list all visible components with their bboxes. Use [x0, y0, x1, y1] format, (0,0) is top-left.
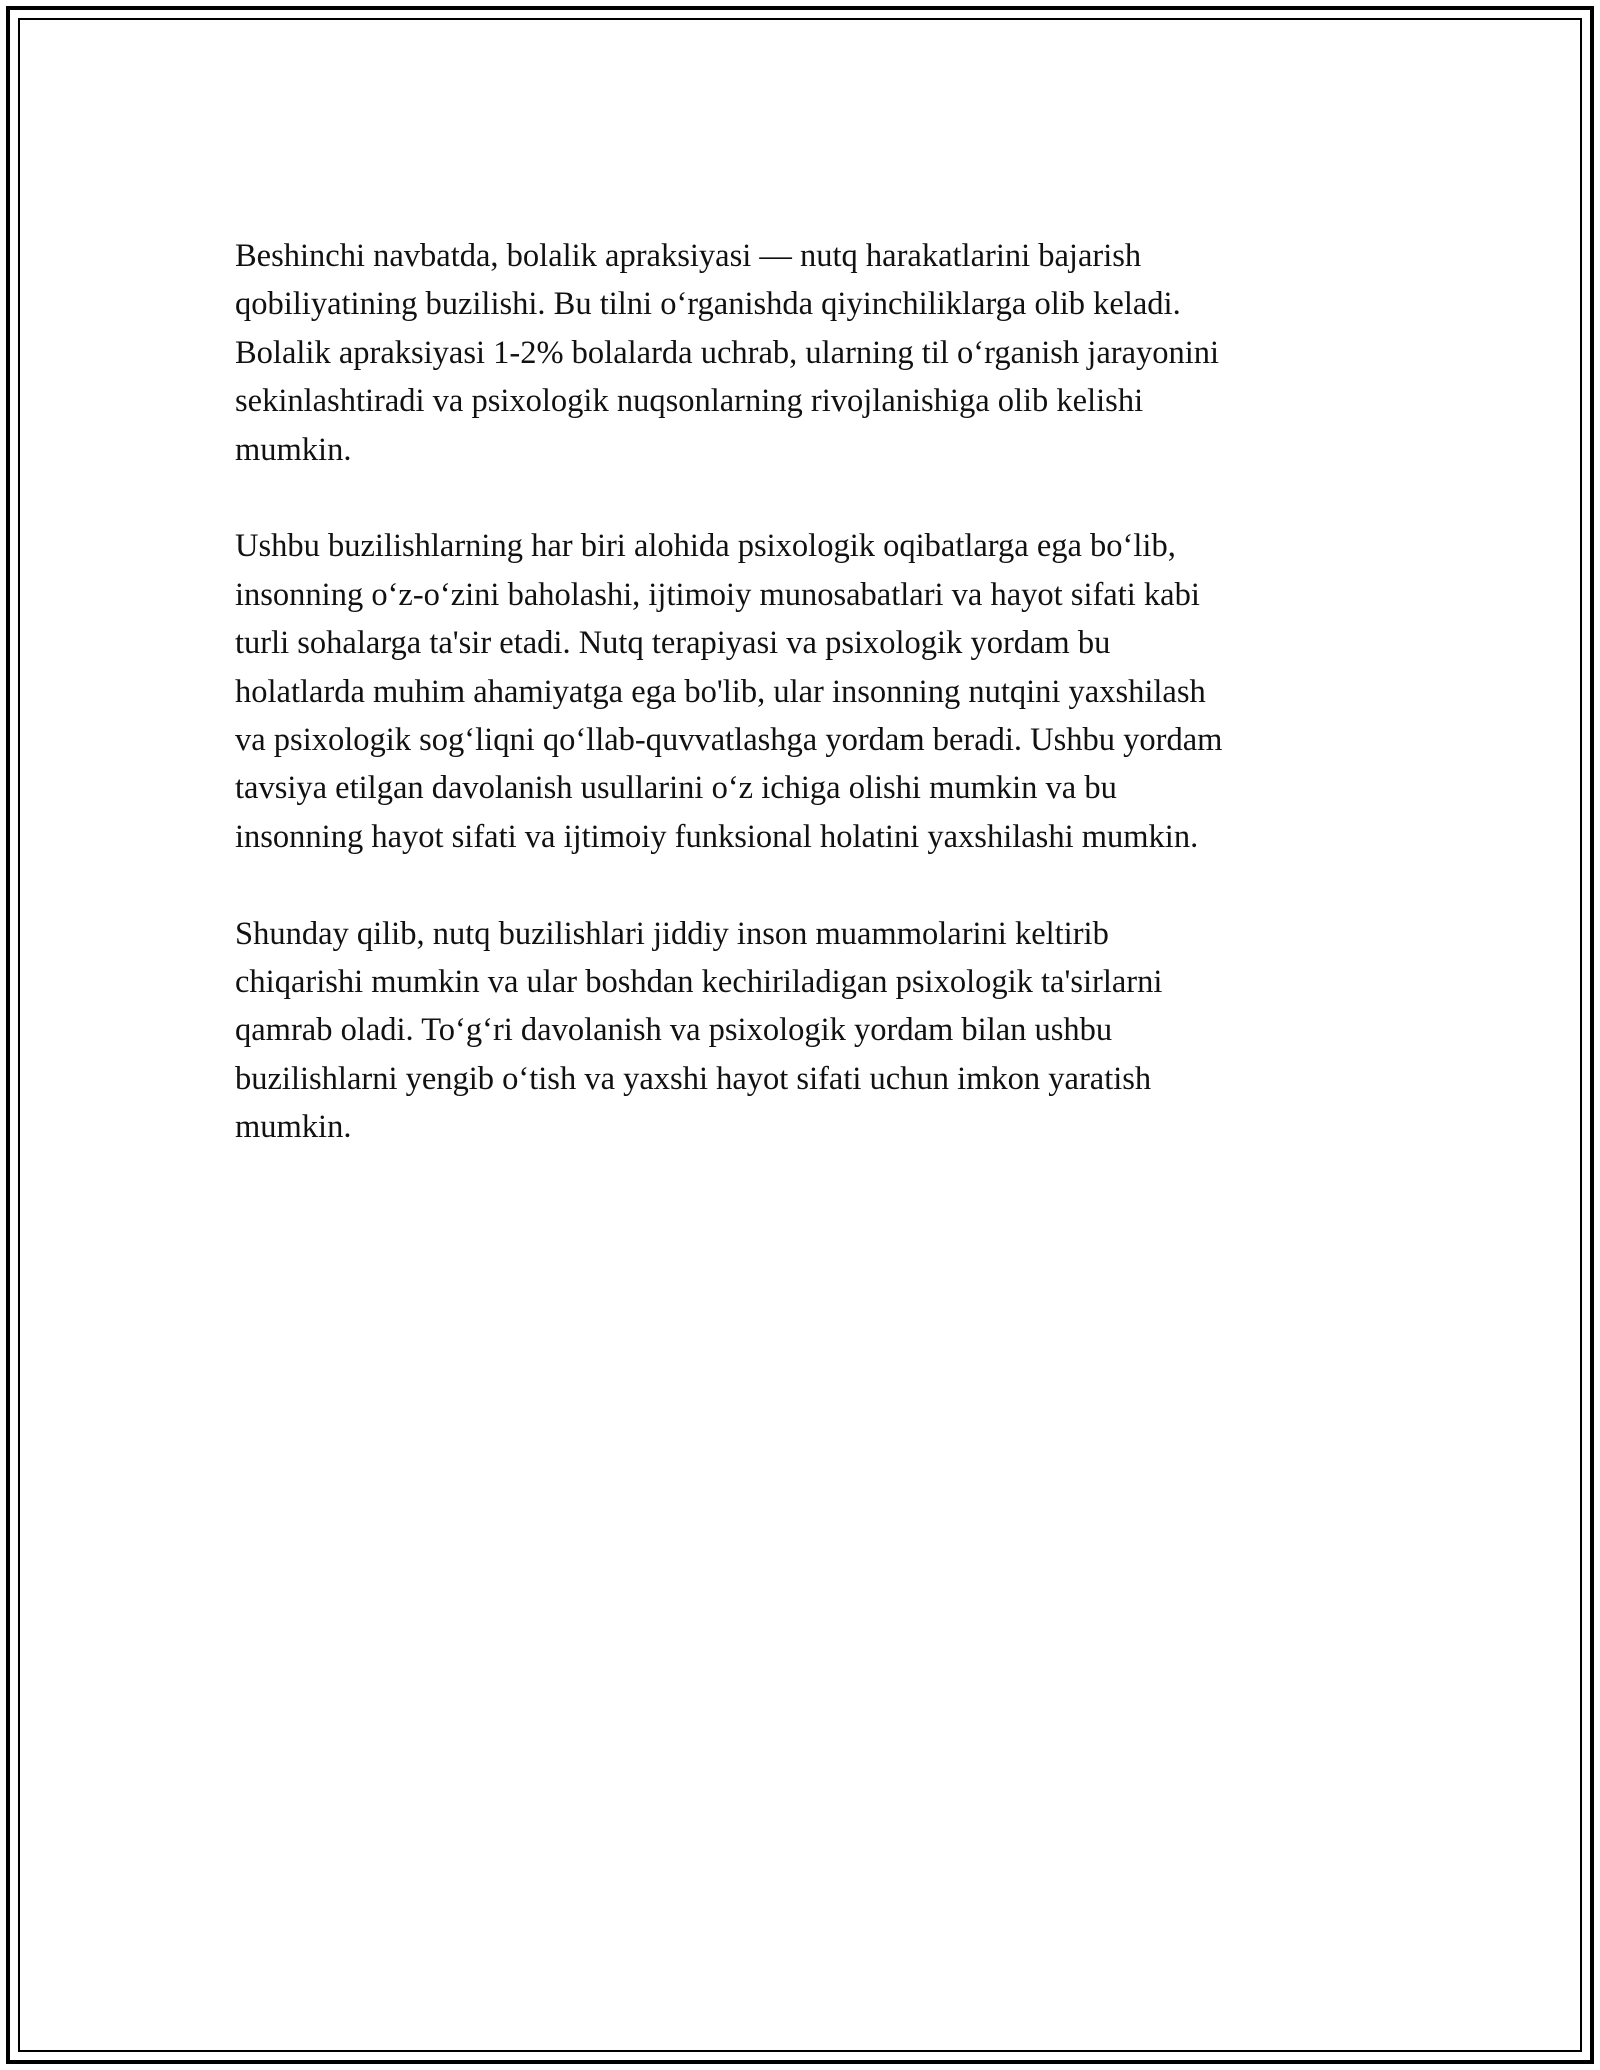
text-line: va psixologik sog‘liqni qo‘llab-quvvatlashga yordam beradi. Ushbu yordam — [235, 722, 1223, 759]
text-line: chiqarishi mumkin va ular boshdan kechiriladigan psixologik ta'sirlarni — [235, 964, 1163, 1001]
text-line: tavsiya etilgan davolanish usullarini o‘z ichiga olishi mumkin va bu — [235, 770, 1117, 807]
document-body — [235, 232, 1375, 1200]
text-line: mumkin. — [235, 431, 352, 468]
text-line: Shunday qilib, nutq buzilishlari jiddiy inson muammolarini keltirib — [235, 915, 1109, 952]
text-line: qamrab oladi. To‘g‘ri davolanish va psixologik yordam bilan ushbu — [235, 1012, 1113, 1049]
text-line: insonning o‘z-o‘zini baholashi, ijtimoiy munosabatlari va hayot sifati kabi — [235, 576, 1200, 613]
text-line: sekinlashtiradi va psixologik nuqsonlarning rivojlanishiga olib kelishi — [235, 383, 1144, 420]
text-line: qobiliyatining buzilishi. Bu tilni o‘rganishda qiyinchiliklarga olib keladi. — [235, 286, 1181, 323]
text-line: buzilishlarni yengib o‘tish va yaxshi hayot sifati uchun imkon yaratish — [235, 1060, 1152, 1097]
text-line: holatlarda muhim ahamiyatga ega bo'lib, ular insonning nutqini yaxshilash — [235, 673, 1206, 710]
text-line: Bolalik apraksiyasi 1-2% bolalarda uchrab, ularning til o‘rganish jarayonini — [235, 334, 1220, 371]
paragraph-conclusion — [235, 910, 1375, 1152]
text-line: mumkin. — [235, 1109, 352, 1146]
text-line: insonning hayot sifati va ijtimoiy funksional holatini yaxshilashi mumkin. — [235, 818, 1199, 855]
text-line: Beshinchi navbatda, bolalik apraksiyasi — nutq harakatlarini bajarish — [235, 238, 1142, 274]
text-line: Ushbu buzilishlarning har biri alohida psixologik oqibatlarga ega bo‘lib, — [235, 528, 1176, 565]
text-line: turli sohalarga ta'sir etadi. Nutq terapiyasi va psixologik yordam bu — [235, 625, 1111, 662]
paragraph-consequences — [235, 522, 1375, 861]
paragraph-apraxia — [235, 232, 1375, 474]
